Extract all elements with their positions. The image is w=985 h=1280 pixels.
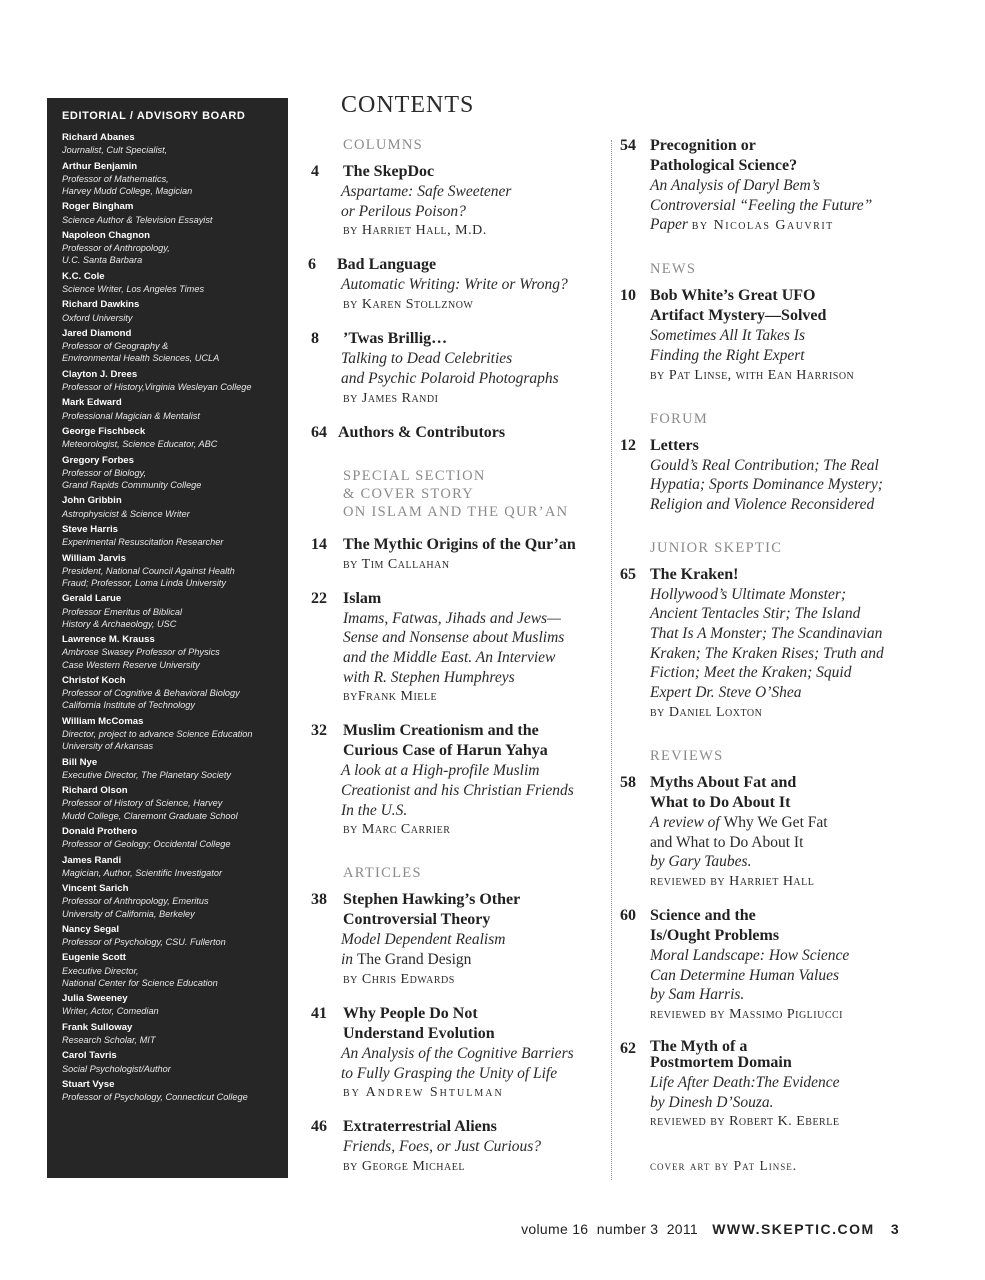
section-heading-news: NEWS	[650, 261, 697, 278]
junior-skeptic-section	[620, 539, 920, 723]
page-number: 38	[311, 891, 327, 909]
editorial-board-title: EDITORIAL / ADVISORY BOARD	[62, 110, 246, 122]
board-member-name: George Fischbeck	[62, 425, 146, 437]
entry-title: The Mythic Origins of the Qur’an	[343, 535, 576, 553]
board-member-name: Gerald Larue	[62, 593, 122, 605]
entry-title: Myths About Fat and What to Do About It	[650, 773, 797, 811]
entry-description: Friends, Foes, or Just Curious?	[343, 1138, 542, 1156]
board-member-role: Professor of Mathematics, Harvey Mudd College, Magician	[62, 173, 193, 196]
entry-byline: by Karen Stollznow	[343, 297, 474, 313]
entry-book-title: Why We Get Fat and What to Do About It	[650, 813, 828, 851]
board-member	[62, 924, 280, 948]
entry-book-title: The Grand Design	[356, 951, 472, 969]
page-number: 4	[311, 163, 319, 180]
articles-section	[311, 864, 601, 1177]
reviews-section	[620, 747, 920, 1133]
columns-section	[308, 136, 601, 443]
website-link[interactable]: WWW.SKEPTIC.COM	[712, 1221, 875, 1237]
board-member	[62, 161, 280, 198]
entry-byline: by George Michael	[343, 1158, 465, 1174]
entry-book-author: by Gary Taubes.	[650, 853, 752, 871]
board-member	[62, 1079, 280, 1103]
entry-description: Aspartame: Safe Sweetener or Perilous Poison?	[341, 183, 512, 220]
entry-title: The Kraken!	[650, 565, 739, 583]
entry-title: Islam	[343, 589, 382, 607]
entry-byline: byFrank Miele	[343, 689, 438, 705]
toc-entry-kraken[interactable]	[620, 565, 920, 723]
entry-description: Sometimes All It Takes Is Finding the Right Expert	[650, 327, 805, 364]
entry-title: Bad Language	[337, 256, 437, 274]
board-member-name: Gregory Forbes	[62, 454, 134, 466]
page-number: 22	[311, 589, 327, 607]
toc-entry-aliens[interactable]	[311, 1117, 601, 1177]
board-member-role: President, National Council Against Health Fraud; Professor, Loma Linda University	[62, 565, 235, 588]
entry-title: Extraterrestrial Aliens	[343, 1118, 497, 1136]
board-member	[62, 132, 280, 156]
entry-title: Muslim Creationism and the Curious Case of Harun Yahya	[343, 722, 548, 760]
page-number: 60	[620, 906, 636, 924]
entry-title: The SkepDoc	[343, 163, 435, 180]
board-member-name: Nancy Segal	[62, 923, 120, 935]
entry-byline: by Marc Carrier	[343, 822, 451, 838]
board-member	[62, 757, 280, 781]
contents-column-left	[308, 136, 601, 1201]
board-member-name: Mark Edward	[62, 397, 122, 409]
board-member-role: Professional Magician & Mentalist	[62, 410, 200, 421]
entry-byline: by Harriet Hall, M.D.	[343, 223, 487, 239]
toc-entry-hawking[interactable]	[311, 890, 601, 989]
toc-entry-precognition[interactable]	[620, 136, 920, 236]
board-member	[62, 524, 280, 548]
board-member-role: Professor of Geology; Occidental College	[62, 839, 231, 850]
toc-entry-postmortem[interactable]	[620, 1039, 920, 1132]
board-member-role: Professor of Biology, Grand Rapids Community College	[62, 467, 202, 490]
column-divider	[611, 140, 612, 1180]
board-member	[62, 271, 280, 295]
board-member-name: K.C. Cole	[62, 270, 105, 282]
board-member-name: Carol Tavris	[62, 1050, 117, 1062]
board-member	[62, 716, 280, 753]
entry-byline: by Pat Linse, with Ean Harrison	[650, 367, 855, 383]
board-member-list	[62, 132, 280, 1103]
entry-description: Imams, Fatwas, Jihads and Jews— Sense and Nonsense about Muslims and the Middle East. An Interview with R. Stephen Humphreys	[343, 609, 565, 686]
board-member-name: Roger Bingham	[62, 201, 134, 213]
toc-entry-mythic-origins[interactable]	[311, 535, 601, 575]
entry-byline: reviewed by Robert K. Eberle	[650, 1114, 840, 1130]
board-member-role: Oxford University	[62, 312, 133, 323]
entry-title: Stephen Hawking’s Other Controversial Theory	[343, 891, 521, 929]
entry-description: A look at a High-profile Muslim Creationist and his Christian Friends In the U.S.	[341, 762, 574, 819]
toc-entry-is-ought[interactable]	[620, 906, 920, 1025]
board-member	[62, 883, 280, 920]
board-member-name: Jared Diamond	[62, 327, 132, 339]
entry-description: Automatic Writing: Write or Wrong?	[341, 276, 568, 294]
board-member	[62, 785, 280, 822]
contents-title: CONTENTS	[341, 92, 475, 118]
board-member-name: Lawrence M. Krauss	[62, 634, 155, 646]
board-member-role: Director, project to advance Science Education University of Arkansas	[62, 728, 253, 752]
board-member	[62, 1050, 280, 1074]
entry-title: The Myth of a Postmortem Domain	[650, 1038, 792, 1072]
board-member-name: William Jarvis	[62, 552, 126, 564]
toc-entry-authors[interactable]	[311, 423, 601, 443]
board-member-role: Professor of Geography & Environmental Health Sciences, UCLA	[62, 341, 220, 364]
board-member	[62, 201, 280, 225]
toc-entry-myths-about-fat[interactable]	[620, 773, 920, 892]
board-member-name: Richard Olson	[62, 785, 128, 797]
entry-description-text: An Analysis of Daryl Bem’s Controversial “Feeling the Future” Paper	[650, 177, 873, 234]
entry-byline: by Daniel Loxton	[650, 704, 763, 720]
page-number: 64	[311, 423, 327, 441]
entry-description: An Analysis of the Cognitive Barriers to Fully Grasping the Unity of Life	[341, 1044, 574, 1082]
board-member	[62, 826, 280, 850]
board-member-name: Arthur Benjamin	[62, 160, 138, 172]
section-heading-junior-skeptic: JUNIOR SKEPTIC	[650, 539, 783, 556]
board-member-role: Astrophysicist & Science Writer	[62, 508, 190, 519]
board-member-role: Professor Emeritus of Biblical History & Archaeology, USC	[62, 606, 182, 629]
page-number: 32	[311, 722, 327, 740]
board-member	[62, 369, 280, 393]
board-member-name: Bill Nye	[62, 756, 98, 768]
board-member-role: Professor of Psychology, CSU. Fullerton	[62, 937, 226, 948]
cover-art-credit: cover art by Pat Linse.	[650, 1158, 798, 1174]
news-section	[620, 260, 920, 385]
toc-entry-ufo[interactable]	[620, 286, 920, 385]
entry-desc-in: in	[341, 951, 354, 969]
page-number: 12	[620, 436, 636, 454]
page-number: 65	[620, 565, 636, 583]
toc-entry-twas-brillig[interactable]	[311, 329, 601, 408]
entry-title: Letters	[650, 436, 699, 454]
toc-entry-muslim-creationism[interactable]	[311, 721, 601, 840]
board-member-role: Professor of History of Science, Harvey Mudd College, Claremont Graduate School	[62, 798, 238, 821]
board-member-role: Executive Director, The Planetary Society	[62, 769, 232, 780]
page-number: 46	[311, 1118, 327, 1136]
board-member	[62, 675, 280, 712]
entry-byline: by Andrew Shtulman	[343, 1085, 504, 1101]
section-heading-reviews: REVIEWS	[650, 747, 724, 764]
page-number: 62	[620, 1040, 636, 1058]
entry-description: Hollywood’s Ultimate Monster; Ancient Tentacles Stir; The Island That Is A Monster; The Scandinavian Kraken; The Kraken Rises; Truth and Fiction; Meet the Kraken; Squid Expert Dr. Steve O’Shea	[650, 585, 884, 702]
page-footer	[521, 1221, 899, 1237]
entry-description	[650, 176, 920, 236]
board-member	[62, 495, 280, 519]
entry-byline: by Chris Edwards	[343, 971, 455, 987]
board-member	[62, 328, 280, 365]
board-member	[62, 634, 280, 671]
board-member-name: John Gribbin	[62, 495, 122, 507]
board-member-role: Professor of Anthropology, Emeritus University of California, Berkeley	[62, 896, 209, 919]
board-member-role: Ambrose Swasey Professor of Physics Case Western Reserve University	[62, 647, 220, 670]
entry-byline: reviewed by Harriet Hall	[650, 873, 815, 889]
board-member-name: Richard Dawkins	[62, 299, 140, 311]
section-heading-articles: ARTICLES	[343, 865, 422, 882]
entry-description: Model Dependent Realism	[341, 931, 506, 949]
board-member-name: Donald Prothero	[62, 825, 138, 837]
section-heading-special: SPECIAL SECTION & COVER STORY ON ISLAM AND THE QUR’AN	[343, 467, 569, 520]
board-member-name: Steve Harris	[62, 523, 118, 535]
board-member	[62, 455, 280, 492]
board-member	[62, 553, 280, 590]
board-member-role: Journalist, Cult Specialist,	[62, 145, 168, 156]
entry-title: Precognition or Pathological Science?	[650, 137, 798, 174]
special-section	[311, 467, 601, 841]
entry-byline: reviewed by Massimo Pigliucci	[650, 1007, 844, 1023]
board-member-name: Vincent Sarich	[62, 883, 129, 895]
entry-title: ’Twas Brillig…	[343, 330, 448, 348]
board-member	[62, 855, 280, 879]
entry-byline: by Nicolas Gauvrit	[691, 218, 834, 234]
editorial-board-sidebar	[47, 98, 288, 1178]
board-member	[62, 952, 280, 989]
toc-entry-evolution[interactable]	[311, 1004, 601, 1103]
entry-description	[650, 813, 920, 852]
entry-description-text: A review of	[650, 813, 720, 831]
board-member	[62, 230, 280, 267]
page-number: 41	[311, 1004, 327, 1022]
page-number: 14	[311, 535, 327, 553]
board-member-name: Clayton J. Drees	[62, 368, 138, 380]
entry-description: Gould’s Real Contribution; The Real Hypatia; Sports Dominance Mystery; Religion and Violence Reconsidered	[650, 456, 883, 513]
board-member	[62, 1022, 280, 1046]
board-member-role: Professor of History,Virginia Wesleyan College	[62, 381, 252, 392]
board-member	[62, 299, 280, 323]
entry-byline: by Tim Callahan	[343, 556, 450, 572]
board-member	[62, 993, 280, 1017]
entry-title: Science and the Is/Ought Problems	[650, 906, 780, 944]
board-member-role: Magician, Author, Scientific Investigator	[62, 867, 223, 878]
board-member	[62, 426, 280, 450]
entry-title: Bob White’s Great UFO Artifact Mystery—Solved	[650, 287, 827, 325]
entry-byline: by James Randi	[343, 390, 439, 406]
page-number: 54	[620, 137, 636, 154]
section-heading-columns: COLUMNS	[343, 137, 423, 153]
contents-column-right	[620, 136, 920, 1174]
page-number: 10	[620, 287, 636, 305]
toc-entry-skepdoc[interactable]	[311, 162, 601, 241]
board-member-role: Science Writer, Los Angeles Times	[62, 283, 205, 294]
page-number: 6	[308, 256, 316, 274]
entry-description-book	[341, 950, 601, 970]
forum-section	[620, 410, 920, 515]
board-member-role: Professor of Cognitive & Behavioral Biology California Institute of Technology	[62, 688, 240, 711]
board-member	[62, 593, 280, 630]
board-member-name: James Randi	[62, 854, 122, 866]
board-member-role: Social Psychologist/Author	[62, 1063, 171, 1074]
board-member-name: Stuart Vyse	[62, 1079, 115, 1091]
board-member-role: Meteorologist, Science Educator, ABC	[62, 439, 218, 450]
toc-entry-islam[interactable]	[311, 589, 601, 708]
page-number-footer: 3	[890, 1221, 899, 1237]
board-member-name: Julia Sweeney	[62, 993, 128, 1005]
board-member-role: Writer, Actor, Comedian	[62, 1006, 159, 1017]
entry-title: Why People Do Not Understand Evolution	[343, 1004, 495, 1042]
toc-entry-letters[interactable]	[620, 436, 920, 515]
board-member-name: Frank Sulloway	[62, 1021, 133, 1033]
board-member-name: Christof Koch	[62, 674, 126, 686]
board-member-role: Executive Director, National Center for Science Education	[62, 965, 218, 988]
board-member-role: Professor of Anthropology, U.C. Santa Barbara	[62, 243, 170, 266]
board-member-name: Napoleon Chagnon	[62, 229, 150, 241]
page-number: 58	[620, 773, 636, 791]
board-member-role: Research Scholar, MIT	[62, 1035, 156, 1046]
section-heading-forum: FORUM	[650, 410, 709, 427]
entry-description: Moral Landscape: How Science Can Determine Human Values by Sam Harris.	[650, 946, 850, 1004]
entry-title: Authors & Contributors	[338, 423, 506, 441]
board-member-name: Eugenie Scott	[62, 952, 126, 964]
board-member-role: Professor of Psychology, Connecticut College	[62, 1092, 248, 1103]
board-member-name: Richard Abanes	[62, 132, 135, 143]
board-member-role: Science Author & Television Essayist	[62, 214, 213, 225]
page-number: 8	[311, 330, 319, 348]
board-member-name: William McComas	[62, 715, 144, 727]
entry-description: Talking to Dead Celebrities and Psychic Polaroid Photographs	[341, 350, 559, 387]
board-member	[62, 397, 280, 421]
toc-entry-bad-language[interactable]	[308, 255, 601, 315]
board-member-role: Experimental Resuscitation Researcher	[62, 537, 224, 548]
issue-info: volume 16 number 3 2011	[521, 1221, 698, 1237]
entry-description: Life After Death:The Evidence by Dinesh D’Souza.	[650, 1074, 840, 1111]
